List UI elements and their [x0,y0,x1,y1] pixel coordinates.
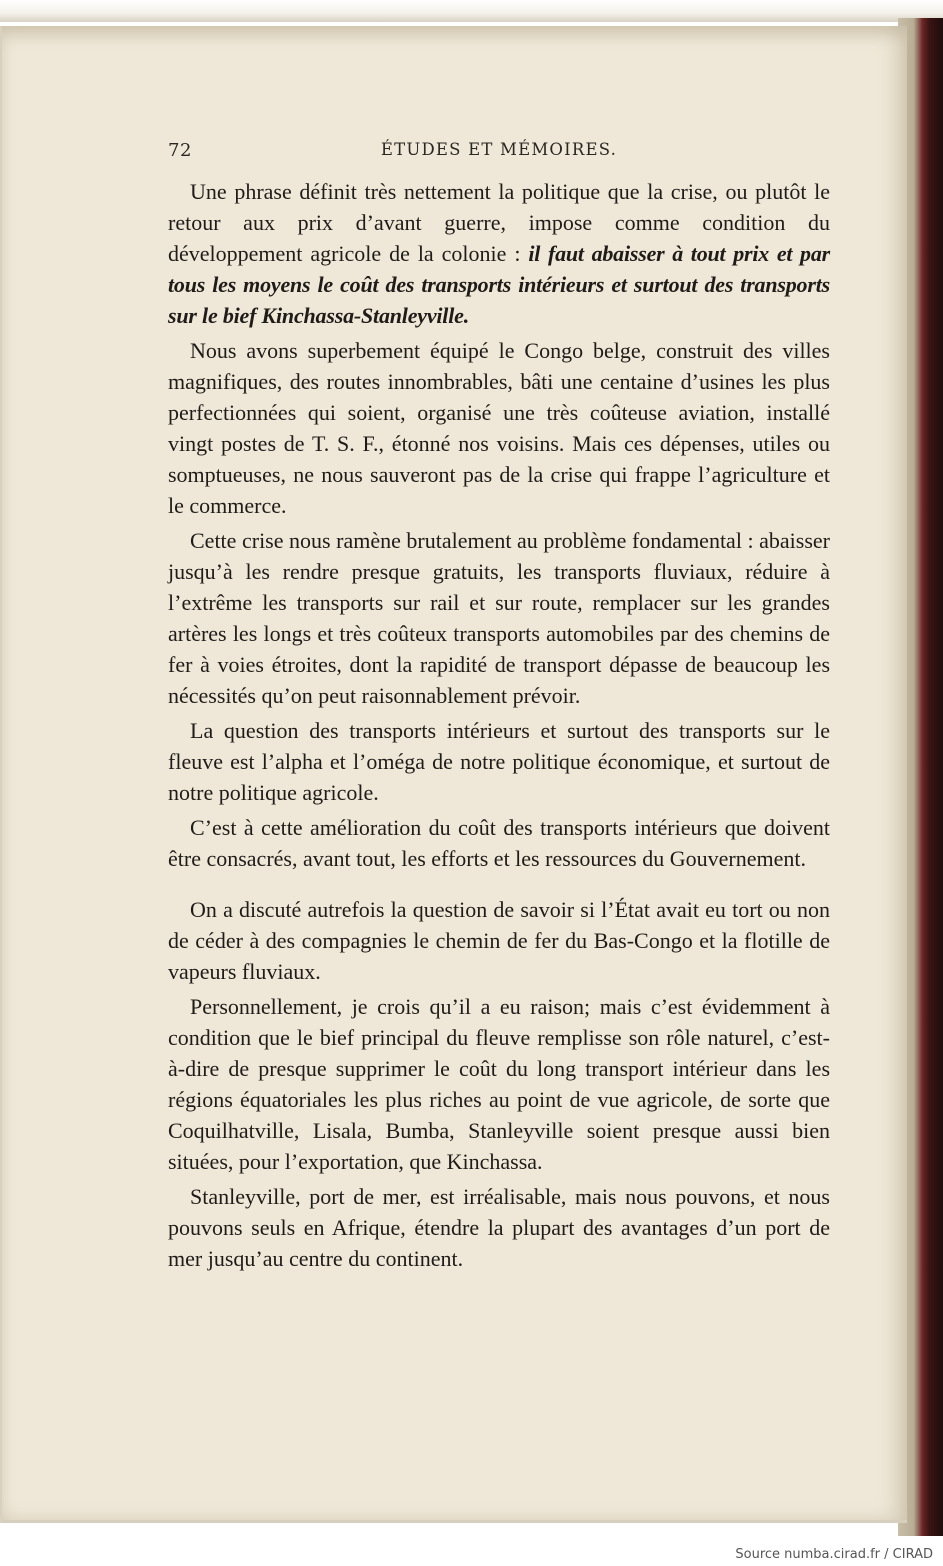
paragraph-3: Cette crise nous ramène brutalement au problème fondamental : abaisser jusqu’à les rendre presque gratuits, les transports fluviaux, réduire à l’extrême les transports sur rail et sur route, remplacer sur les grandes artères les longs et très coûteux transports automobiles par des chemins de fer à voies étroites, dont la rapidité de transport dépasse de beaucoup les nécessités qu’on peut raisonnablement prévoir. [168,528,830,708]
paragraph-1-italic: il faut abaisser à tout prix et par tous les moyens le coût des transports intérieurs et surtout des transports sur le bief Kinchassa-Stanleyville. [168,241,830,328]
paragraph-4: La question des transports intérieurs et surtout des transports sur le fleuve est l’alpha et l’oméga de notre politique économique, et surtout de notre politique agricole. [168,718,830,805]
paragraph-1-text: Une phrase définit très nettement la politique que la crise, ou plutôt le retour aux prix d’avant guerre, impose comme condition du développement agricole de la colonie : [168,179,830,266]
book-top-edge [0,0,943,22]
paragraph-7: Personnellement, je crois qu’il a eu raison; mais c’est évidemment à condition que le bief principal du fleuve remplisse son rôle naturel, c’est-à-dire de presque supprimer le coût du long transport intérieur dans les régions équatoriales les plus riches au point de vue agricole, de sorte que Coquilhatville, Lisala, Bumba, Stanleyville soient presque aussi bien situées, pour l’exportation, que Kinchassa. [168,994,830,1174]
page-number: 72 [168,140,192,161]
running-title: ÉTUDES ET MÉMOIRES. [380,140,618,159]
running-header [168,140,830,166]
page-body [168,176,830,1274]
paragraph-6: On a discuté autrefois la question de savoir si l’État avait eu tort ou non de céder à des compagnies le chemin de fer du Bas-Congo et la flotille de vapeurs fluviaux. [168,897,830,984]
paragraph-8: Stanleyville, port de mer, est irréalisable, mais nous pouvons, et nous pouvons seuls en Afrique, étendre la plupart des avantages d’un port de mer jusqu’au centre du continent. [168,1184,830,1271]
paragraph-2: Nous avons superbement équipé le Congo belge, construit des villes magnifiques, des routes innombrables, bâti une centaine d’usines les plus perfectionnées qui soient, organisé une très coûteuse aviation, installé vingt postes de T. S. F., étonné nos voisins. Mais ces dépenses, utiles ou somptueuses, ne nous sauveront pas de la crise qui frappe l’agriculture et le commerce. [168,338,830,518]
paragraph-1 [168,176,830,331]
paragraph-5: C’est à cette amélioration du coût des transports intérieurs que doivent être consacrés, avant tout, les efforts et les ressources du Gouvernement. [168,815,830,871]
source-credit: Source numba.cirad.fr / CIRAD [735,1547,933,1562]
